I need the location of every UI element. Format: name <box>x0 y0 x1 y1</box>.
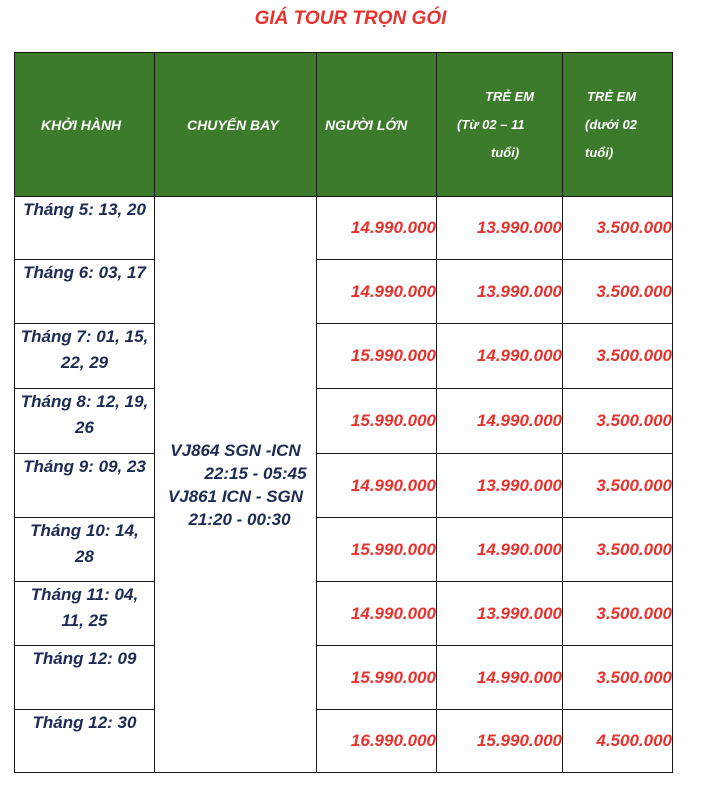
departure-cell <box>15 324 155 389</box>
departure-line1: Tháng 11: 04, <box>30 585 139 604</box>
departure-line2: 22, 29 <box>60 353 109 372</box>
child-price: 14.990.000 <box>437 646 563 710</box>
departure-cell <box>15 710 155 773</box>
table-header-row <box>15 53 673 197</box>
departure-cell <box>15 260 155 324</box>
infant-price: 3.500.000 <box>563 646 673 710</box>
infant-price: 3.500.000 <box>563 454 673 518</box>
header-adult <box>317 53 437 197</box>
table-row <box>15 260 673 324</box>
adult-price: 14.990.000 <box>317 454 437 518</box>
table-row <box>15 646 673 710</box>
departure-cell <box>15 197 155 260</box>
infant-price: 3.500.000 <box>563 260 673 324</box>
header-child-title: TRẺ EM <box>485 88 535 104</box>
header-infant-sub2: tuổi) <box>585 144 614 160</box>
departure-cell <box>15 389 155 454</box>
child-price: 15.990.000 <box>437 710 563 773</box>
header-flight-label: CHUYẾN BAY <box>187 116 279 133</box>
flight-cell <box>155 197 317 773</box>
flight-line2: 22:15 - 05:45 <box>204 463 307 483</box>
departure-line2: 28 <box>75 547 94 566</box>
departure-line2: 26 <box>75 418 94 437</box>
infant-price: 3.500.000 <box>563 197 673 260</box>
child-price: 13.990.000 <box>437 260 563 324</box>
price-table <box>14 52 673 773</box>
header-infant-sub1: (dưới 02 <box>585 116 637 132</box>
adult-price: 15.990.000 <box>317 646 437 710</box>
child-price: 13.990.000 <box>437 197 563 260</box>
departure-cell <box>15 646 155 710</box>
infant-price: 3.500.000 <box>563 324 673 389</box>
adult-price: 15.990.000 <box>317 389 437 454</box>
flight-line4: 21:20 - 00:30 <box>188 509 291 529</box>
table-row <box>15 518 673 582</box>
infant-price: 4.500.000 <box>563 710 673 773</box>
page-title: GIÁ TOUR TRỌN GÓI <box>254 8 447 29</box>
departure-cell <box>15 582 155 646</box>
departure-line1: Tháng 7: 01, 15, <box>20 327 149 346</box>
departure-line2: 11, 25 <box>61 611 108 630</box>
table-row <box>15 324 673 389</box>
child-price: 14.990.000 <box>437 389 563 454</box>
flight-line1: VJ864 SGN -ICN <box>170 440 301 460</box>
departure-line1: Tháng 10: 14, <box>30 521 139 540</box>
adult-price: 16.990.000 <box>317 710 437 773</box>
departure-line1: Tháng 12: 30 <box>32 713 137 732</box>
header-child-sub1: (Từ 02 – 11 <box>457 116 525 132</box>
table-row <box>15 389 673 454</box>
header-departure-label: KHỞI HÀNH <box>41 116 122 133</box>
child-price: 13.990.000 <box>437 454 563 518</box>
departure-line1: Tháng 5: 13, 20 <box>23 200 146 219</box>
adult-price: 14.990.000 <box>317 582 437 646</box>
header-departure <box>15 53 155 197</box>
flight-line3: VJ861 ICN - SGN <box>167 486 304 506</box>
adult-price: 14.990.000 <box>317 260 437 324</box>
child-price: 13.990.000 <box>437 582 563 646</box>
header-flight <box>155 53 317 197</box>
header-child <box>437 53 563 197</box>
departure-line1: Tháng 6: 03, 17 <box>23 263 146 282</box>
header-infant <box>563 53 673 197</box>
header-adult-label: NGƯỜI LỚN <box>325 116 408 133</box>
departure-cell <box>15 518 155 582</box>
infant-price: 3.500.000 <box>563 518 673 582</box>
child-price: 14.990.000 <box>437 324 563 389</box>
departure-line1: Tháng 12: 09 <box>32 649 137 668</box>
departure-line1: Tháng 8: 12, 19, <box>20 392 149 411</box>
header-infant-title: TRẺ EM <box>587 88 637 104</box>
table-row <box>15 582 673 646</box>
infant-price: 3.500.000 <box>563 582 673 646</box>
child-price: 14.990.000 <box>437 518 563 582</box>
infant-price: 3.500.000 <box>563 389 673 454</box>
adult-price: 15.990.000 <box>317 518 437 582</box>
adult-price: 15.990.000 <box>317 324 437 389</box>
table-row <box>15 197 673 260</box>
departure-line1: Tháng 9: 09, 23 <box>23 457 146 476</box>
departure-cell <box>15 454 155 518</box>
adult-price: 14.990.000 <box>317 197 437 260</box>
header-child-sub2: tuổi) <box>491 144 520 160</box>
table-row <box>15 454 673 518</box>
table-row <box>15 710 673 773</box>
